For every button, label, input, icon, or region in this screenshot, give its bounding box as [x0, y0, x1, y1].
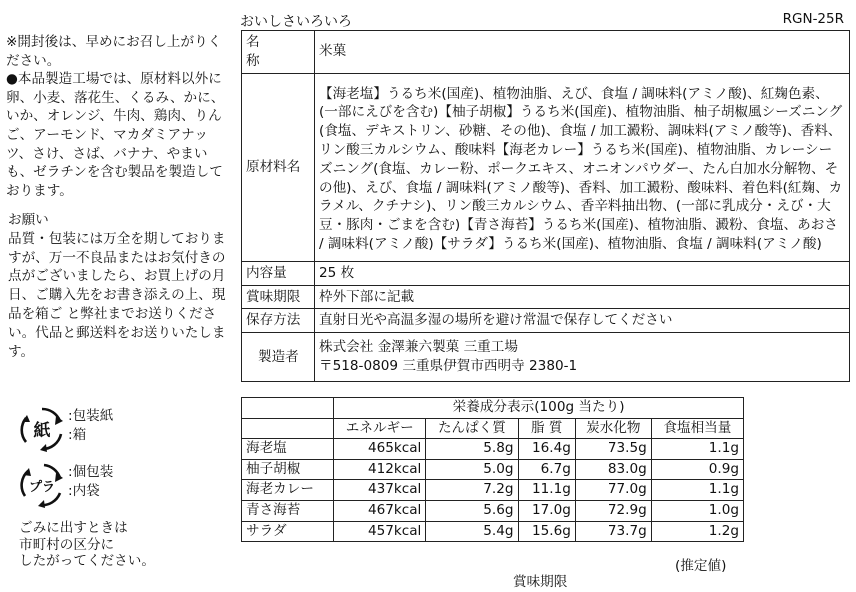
plastic-recycle-text — [68, 463, 113, 501]
maker-label: 製造者 — [242, 333, 315, 382]
row-name: 柚子胡椒 — [242, 459, 334, 480]
spec-row-expiry — [242, 285, 850, 309]
paper-item-box: :箱 — [68, 427, 87, 443]
cell-carbs: 77.0g — [575, 480, 651, 501]
row-name: サラダ — [242, 521, 334, 542]
maker-value — [315, 333, 850, 382]
row-name: 青さ海苔 — [242, 500, 334, 521]
plastic-mark-char: プラ — [28, 480, 56, 495]
row-name: 海老カレー — [242, 480, 334, 501]
left-notes — [6, 33, 234, 200]
expiry-footer: 賞味期限 — [513, 574, 568, 590]
cell-protein: 5.6g — [426, 500, 518, 521]
table-row — [242, 500, 744, 521]
request-section — [8, 211, 236, 361]
cell-fat: 11.1g — [518, 480, 575, 501]
paper-item-wrapping: :包装紙 — [68, 408, 114, 424]
cell-salt: 1.0g — [651, 500, 743, 521]
allergen-note: ●本品製造工場では、原材料以外に卵、小麦、落花生、くるみ、かに、いか、オレンジ、牛肉、鶏肉、りんご、アーモンド、マカダミアナッツ、さけ、さば、バナナ、やまいも、ゼラチンを含む製品を製造しております。 — [6, 71, 225, 199]
cell-protein: 5.8g — [426, 439, 518, 460]
col-header: たんぱく質 — [426, 418, 518, 439]
col-header: 炭水化物 — [575, 418, 651, 439]
maker-address: 〒518-0809 三重県伊賀市西明寺 2380-1 — [319, 358, 578, 375]
nutrition-header-blank — [242, 418, 334, 439]
cell-carbs: 73.5g — [575, 439, 651, 460]
storage-label: 保存方法 — [242, 309, 315, 333]
paper-recycle-text — [68, 407, 113, 445]
cell-protein: 5.4g — [426, 521, 518, 542]
table-row — [242, 521, 744, 542]
cell-energy: 412kcal — [334, 459, 426, 480]
spec-table — [241, 30, 850, 382]
plastic-item-inner-bag: :内袋 — [68, 483, 100, 499]
paper-mark-char: 紙 — [33, 421, 51, 441]
cell-carbs: 83.0g — [575, 459, 651, 480]
expiry-label: 賞味期限 — [242, 285, 315, 309]
nutrition-header-row — [242, 418, 744, 439]
cell-salt: 0.9g — [651, 459, 743, 480]
expiry-value: 枠外下部に記載 — [315, 285, 850, 309]
paper-recycle-icon — [20, 406, 64, 452]
content-value: 25 枚 — [315, 261, 850, 285]
plastic-recycle-icon — [20, 462, 64, 508]
cell-salt: 1.2g — [651, 521, 743, 542]
cell-energy: 457kcal — [334, 521, 426, 542]
cell-salt: 1.1g — [651, 439, 743, 460]
cell-fat: 15.6g — [518, 521, 575, 542]
row-name: 海老塩 — [242, 439, 334, 460]
content-label: 内容量 — [242, 261, 315, 285]
product-code: RGN-25R — [782, 11, 844, 27]
cell-energy: 467kcal — [334, 500, 426, 521]
estimate-note: (推定値) — [675, 558, 727, 574]
nutrition-title-row — [242, 398, 744, 419]
cell-energy: 465kcal — [334, 439, 426, 460]
cell-salt: 1.1g — [651, 480, 743, 501]
request-body: 品質・包装には万全を期しておりますが、万一不良品またはお気付きの点がございましたら、お買上げの月日、ご購入先をお書き添えの上、現品を箱ご と弊社までお送りください。代品と郵送料をお送りいたします。 — [8, 230, 226, 360]
nutrition-table — [241, 397, 744, 542]
col-header: エネルギー — [334, 418, 426, 439]
name-label: 名称 — [242, 31, 315, 74]
col-header: 食塩相当量 — [651, 418, 743, 439]
name-value: 米菓 — [315, 31, 850, 74]
nutrition-title: 栄養成分表示(100g 当たり) — [334, 398, 744, 419]
table-row — [242, 439, 744, 460]
cell-fat: 17.0g — [518, 500, 575, 521]
spec-row-name — [242, 31, 850, 74]
spec-row-storage — [242, 309, 850, 333]
table-row — [242, 459, 744, 480]
plastic-item-individual: :個包装 — [68, 464, 114, 480]
maker-company: 株式会社 金澤兼六製菓 三重工場 — [319, 339, 518, 356]
col-header: 脂 質 — [518, 418, 575, 439]
cell-protein: 7.2g — [426, 480, 518, 501]
ingredients-value: 【海老塩】うるち米(国産)、植物油脂、えび、食塩 / 調味料(アミノ酸)、紅麹色素、(一部にえびを含む)【柚子胡椒】うるち米(国産)、植物油脂、柚子胡椒風シーズニング(食塩、デキストリン、砂糖、その他)、食塩 / 加工澱粉、調味料(アミノ酸等)、香料、リン酸三カルシウム、酸味料【海老カレー】うるち米(国産)、植物油脂、カレーシーズニング(食塩、カレー粉、ポークエキス、オニオンパウダー、たん白加水分解物、その他)、えび、食塩 / 調味料(アミノ酸等)、香料、加工澱粉、酸味料、着色料(紅麹、カラメル、クチナシ)、リン酸三カルシウム、香辛料抽出物、(一部に乳成分・えび・大豆・豚肉・ごまを含む)【青さ海苔】うるち米(国産)、植物油脂、澱粉、食塩、あおさ / 調味料(アミノ酸)【サラダ】うるち米(国産)、植物油脂、食塩 / 調味料(アミノ酸) — [315, 73, 850, 261]
cell-fat: 6.7g — [518, 459, 575, 480]
spec-row-ingredients — [242, 73, 850, 261]
nutrition-corner — [242, 398, 334, 419]
spec-row-content — [242, 261, 850, 285]
cell-carbs: 73.7g — [575, 521, 651, 542]
ingredients-label: 原材料名 — [242, 73, 315, 261]
storage-value: 直射日光や高温多湿の場所を避け常温で保存してください — [315, 309, 850, 333]
request-title: お願い — [8, 212, 49, 228]
cell-carbs: 72.9g — [575, 500, 651, 521]
cell-protein: 5.0g — [426, 459, 518, 480]
after-opening-note: ※開封後は、早めにお召し上がりください。 — [6, 34, 222, 69]
table-row — [242, 480, 744, 501]
disposal-note: ごみに出すときは 市町村の区分に したがってください。 — [19, 520, 155, 569]
product-name: おいしさいろいろ — [240, 14, 352, 30]
cell-energy: 437kcal — [334, 480, 426, 501]
cell-fat: 16.4g — [518, 439, 575, 460]
spec-row-maker — [242, 333, 850, 382]
